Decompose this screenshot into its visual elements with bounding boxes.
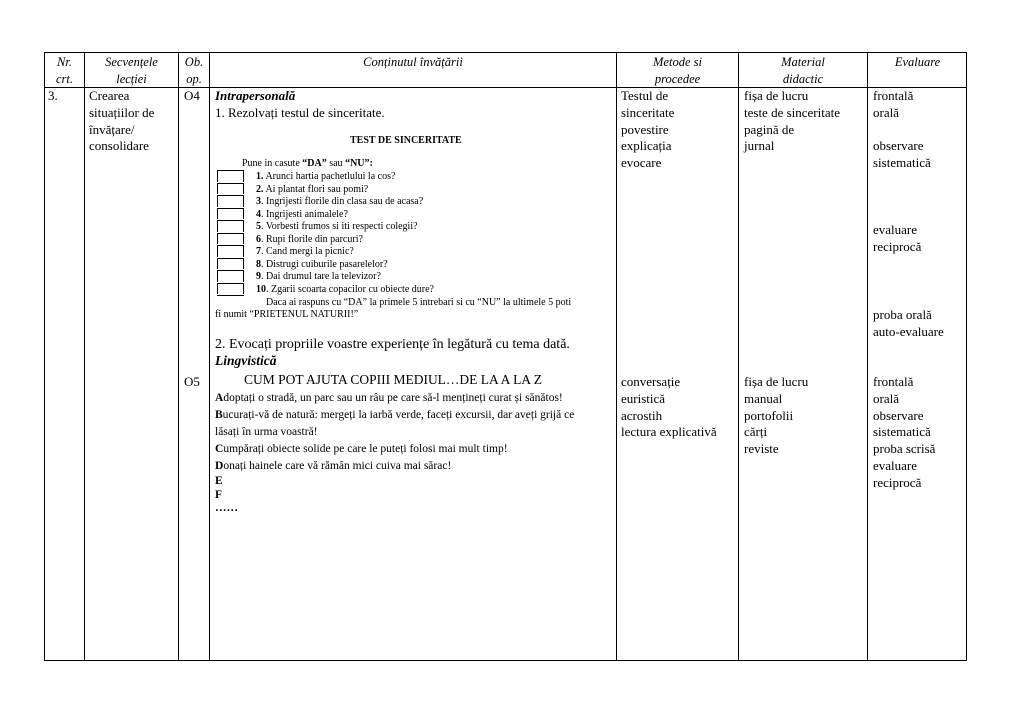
header-continut: Conținutul învățării xyxy=(363,55,463,69)
question-item: 1. Arunci hartia pachetlului la cos? xyxy=(256,171,396,182)
section-heading-lingvistica: Lingvistică xyxy=(215,353,277,368)
answer-box[interactable] xyxy=(217,270,244,282)
question-list xyxy=(256,171,434,296)
header-secvente: Secvențele lecției xyxy=(105,55,158,86)
test-instruction: Pune in casute “DA” sau “NU”: xyxy=(242,158,373,169)
answer-box[interactable] xyxy=(217,170,244,182)
evaluare-group-2: observare sistematică xyxy=(873,138,931,170)
answer-box[interactable] xyxy=(217,283,244,295)
material-group-2: fișa de lucru manual portofolii cărți reviste xyxy=(744,374,809,457)
acrostic-item: E xyxy=(215,475,223,487)
test-title: TEST DE SINCERITATE xyxy=(350,135,462,146)
task-1: 1. Rezolvați testul de sinceritate. xyxy=(215,105,385,120)
question-item: 5. Vorbesti frumos si iti respecti colegii? xyxy=(256,221,418,232)
col-divider xyxy=(84,52,85,661)
col-divider xyxy=(178,52,179,661)
answer-box[interactable] xyxy=(217,220,244,232)
answer-box[interactable] xyxy=(217,183,244,195)
acrostic-item: Cumpărați obiecte solide pe care le puteți folosi mai mult timp! xyxy=(215,443,508,455)
acrostic-title: CUM POT AJUTA COPIII MEDIUL…DE LA A LA Z xyxy=(244,372,542,387)
header-ob: Ob. op. xyxy=(184,55,204,86)
acrostic-item: Adoptați o stradă, un parc sau un râu pe care să-l mențineți curat și sănătos! xyxy=(215,392,563,404)
section-heading-intrapersonala: Intrapersonală xyxy=(215,88,296,103)
acrostic-ellipsis: …… xyxy=(215,502,238,514)
conclusion-line-2: fi numit “PRIETENUL NATURII!” xyxy=(215,309,359,320)
col-divider xyxy=(738,52,739,661)
col-divider xyxy=(867,52,868,661)
material-group-1: fișa de lucru teste de sinceritate pagină de jurnal xyxy=(744,88,841,154)
col-divider xyxy=(616,52,617,661)
answer-box[interactable] xyxy=(217,208,244,220)
question-item: 9. Dai drumul tare la televizor? xyxy=(256,271,381,282)
answer-box[interactable] xyxy=(217,233,244,245)
acrostic-item: Bucurați-vă de natură: mergeți la iarbă verde, faceți excursii, dar aveți grijă ce xyxy=(215,409,575,421)
answer-box[interactable] xyxy=(217,258,244,270)
header-metode: Metode si procedee xyxy=(653,55,702,86)
acrostic-item: F xyxy=(215,488,223,501)
acrostic-item: lăsați în urma voastră! xyxy=(215,426,318,438)
row-number: 3. xyxy=(48,88,58,103)
task-2: 2. Evocați propriile voastre experiențe în legătură cu tema dată. xyxy=(215,337,570,352)
col-divider xyxy=(209,52,210,661)
question-item: 10. Zgarii scoarta copacilor cu obiecte dure? xyxy=(256,283,434,295)
acrostic-list xyxy=(215,390,574,516)
question-item: 6. Rupi florile din parcuri? xyxy=(256,233,363,245)
evaluare-group-5: frontală orală observare sistematică proba scrisă evaluare reciprocă xyxy=(873,374,936,490)
metode-group-1: Testul de sinceritate povestire explicația evocare xyxy=(621,88,675,171)
conclusion-line-1: Daca ai raspuns cu “DA” la primele 5 intrebari si cu “NU” la ultimele 5 poti xyxy=(266,297,572,308)
question-item: 4. Ingrijesti animalele? xyxy=(256,208,348,220)
evaluare-group-4: proba orală auto-evaluare xyxy=(873,307,944,339)
metode-group-2: conversație euristică acrostih lectura explicativă xyxy=(621,374,717,440)
header-material: Material didactic xyxy=(781,55,825,86)
header-nr: Nr. crt. xyxy=(55,55,73,86)
answer-box[interactable] xyxy=(217,245,244,257)
question-item: 8. Distrugi cuiburile pasarelelor? xyxy=(256,258,388,270)
question-item: 7. Cand mergi la picnic? xyxy=(256,246,354,257)
objective-o5: O5 xyxy=(184,374,200,389)
question-item: 2. Ai plantat flori sau pomi? xyxy=(256,183,369,195)
header-evaluare: Evaluare xyxy=(894,55,941,69)
objective-o4: O4 xyxy=(184,88,200,103)
answer-box[interactable] xyxy=(217,195,244,207)
evaluare-group-1: frontală orală xyxy=(873,88,914,120)
secvente-cell: Crearea situațiilor de învățare/ consolidare xyxy=(89,88,155,154)
question-item: 3. Ingrijesti florile din clasa sau de acasa? xyxy=(256,196,424,207)
acrostic-item: Donați hainele care vă rămân mici cuiva mai sărac! xyxy=(215,460,452,472)
evaluare-group-3: evaluare reciprocă xyxy=(873,222,922,254)
